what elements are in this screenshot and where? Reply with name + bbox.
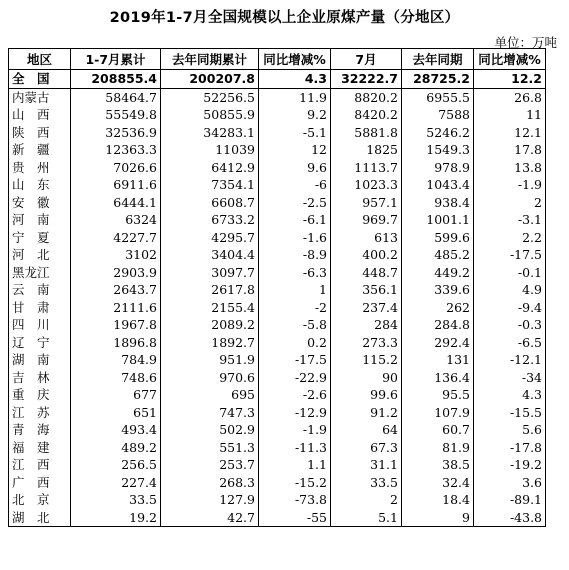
ytd-change-cell: -5.8 — [259, 316, 331, 334]
table-row — [9, 88, 546, 106]
table-row — [9, 404, 546, 422]
month-cell: 64 — [331, 421, 402, 439]
ytd-last-year-cell: 42.7 — [161, 509, 259, 527]
month-last-year-cell: 60.7 — [402, 421, 474, 439]
month-cell: 969.7 — [331, 211, 402, 229]
region-cell: 湖 北 — [9, 509, 71, 527]
region-cell: 河 南 — [9, 211, 71, 229]
header-region: 地区 — [9, 49, 71, 70]
region-cell: 宁 夏 — [9, 229, 71, 247]
header-ytd: 1-7月累计 — [71, 49, 161, 70]
ytd-cell: 208855.4 — [71, 70, 161, 89]
ytd-cell: 58464.7 — [71, 88, 161, 106]
month-change-cell: 5.6 — [474, 421, 546, 439]
ytd-last-year-cell: 4295.7 — [161, 229, 259, 247]
ytd-cell: 32536.9 — [71, 124, 161, 142]
month-last-year-cell: 599.6 — [402, 229, 474, 247]
ytd-change-cell: -5.1 — [259, 124, 331, 142]
header-month-last-year: 去年同期 — [402, 49, 474, 70]
ytd-cell: 6911.6 — [71, 176, 161, 194]
month-change-cell: 2 — [474, 194, 546, 212]
month-cell: 1023.3 — [331, 176, 402, 194]
month-cell: 400.2 — [331, 246, 402, 264]
month-change-cell: 12.1 — [474, 124, 546, 142]
unit-label: 单位：万吨 — [494, 35, 557, 50]
month-cell: 31.1 — [331, 456, 402, 474]
ytd-last-year-cell: 695 — [161, 386, 259, 404]
ytd-cell: 2111.6 — [71, 299, 161, 317]
month-last-year-cell: 7588 — [402, 106, 474, 124]
ytd-change-cell: -55 — [259, 509, 331, 527]
month-change-cell: -1.9 — [474, 176, 546, 194]
page-title: 2019年1-7月全国规模以上企业原煤产量（分地区） — [109, 10, 460, 26]
ytd-last-year-cell: 1892.7 — [161, 334, 259, 352]
month-last-year-cell: 1549.3 — [402, 141, 474, 159]
month-cell: 448.7 — [331, 264, 402, 282]
ytd-last-year-cell: 747.3 — [161, 404, 259, 422]
header-month: 7月 — [331, 49, 402, 70]
month-change-cell: -9.4 — [474, 299, 546, 317]
region-cell: 黑龙江 — [9, 264, 71, 282]
month-change-cell: 2.2 — [474, 229, 546, 247]
ytd-change-cell: -6.3 — [259, 264, 331, 282]
month-last-year-cell: 18.4 — [402, 491, 474, 509]
month-change-cell: 26.8 — [474, 88, 546, 106]
ytd-cell: 784.9 — [71, 351, 161, 369]
month-cell: 237.4 — [331, 299, 402, 317]
ytd-last-year-cell: 551.3 — [161, 439, 259, 457]
ytd-change-cell: -2 — [259, 299, 331, 317]
ytd-cell: 19.2 — [71, 509, 161, 527]
ytd-change-cell: 1.1 — [259, 456, 331, 474]
region-cell: 北 京 — [9, 491, 71, 509]
ytd-cell: 33.5 — [71, 491, 161, 509]
month-change-cell: -0.1 — [474, 264, 546, 282]
month-change-cell: -0.3 — [474, 316, 546, 334]
ytd-change-cell: 9.6 — [259, 159, 331, 177]
ytd-change-cell: -2.6 — [259, 386, 331, 404]
ytd-last-year-cell: 127.9 — [161, 491, 259, 509]
ytd-cell: 4227.7 — [71, 229, 161, 247]
ytd-change-cell: 4.3 — [259, 70, 331, 89]
ytd-cell: 12363.3 — [71, 141, 161, 159]
month-change-cell: -3.1 — [474, 211, 546, 229]
ytd-last-year-cell: 3097.7 — [161, 264, 259, 282]
month-last-year-cell: 978.9 — [402, 159, 474, 177]
month-change-cell: 11 — [474, 106, 546, 124]
month-last-year-cell: 131 — [402, 351, 474, 369]
ytd-change-cell: 1 — [259, 281, 331, 299]
table-row — [9, 474, 546, 492]
table-row — [9, 176, 546, 194]
region-cell: 贵 州 — [9, 159, 71, 177]
region-cell: 陕 西 — [9, 124, 71, 142]
month-last-year-cell: 485.2 — [402, 246, 474, 264]
month-change-cell: 4.3 — [474, 386, 546, 404]
ytd-cell: 256.5 — [71, 456, 161, 474]
month-cell: 1825 — [331, 141, 402, 159]
ytd-change-cell: 12 — [259, 141, 331, 159]
month-last-year-cell: 81.9 — [402, 439, 474, 457]
ytd-last-year-cell: 34283.1 — [161, 124, 259, 142]
ytd-change-cell: -6.1 — [259, 211, 331, 229]
month-cell: 613 — [331, 229, 402, 247]
month-cell: 91.2 — [331, 404, 402, 422]
region-cell: 辽 宁 — [9, 334, 71, 352]
table-row — [9, 351, 546, 369]
ytd-last-year-cell: 951.9 — [161, 351, 259, 369]
month-change-cell: 12.2 — [474, 70, 546, 89]
month-change-cell: -15.5 — [474, 404, 546, 422]
ytd-last-year-cell: 7354.1 — [161, 176, 259, 194]
table-row — [9, 439, 546, 457]
month-change-cell: -43.8 — [474, 509, 546, 527]
ytd-change-cell: -1.6 — [259, 229, 331, 247]
ytd-change-cell: -6 — [259, 176, 331, 194]
month-cell: 5.1 — [331, 509, 402, 527]
region-cell: 安 徽 — [9, 194, 71, 212]
ytd-cell: 55549.8 — [71, 106, 161, 124]
month-cell: 90 — [331, 369, 402, 387]
ytd-change-cell: -11.3 — [259, 439, 331, 457]
ytd-cell: 6324 — [71, 211, 161, 229]
region-cell: 重 庆 — [9, 386, 71, 404]
month-change-cell: -89.1 — [474, 491, 546, 509]
month-cell: 284 — [331, 316, 402, 334]
ytd-cell: 2903.9 — [71, 264, 161, 282]
total-row — [9, 70, 546, 89]
ytd-cell: 651 — [71, 404, 161, 422]
month-last-year-cell: 339.6 — [402, 281, 474, 299]
month-cell: 67.3 — [331, 439, 402, 457]
ytd-last-year-cell: 502.9 — [161, 421, 259, 439]
ytd-cell: 677 — [71, 386, 161, 404]
table-row — [9, 229, 546, 247]
month-last-year-cell: 6955.5 — [402, 88, 474, 106]
month-change-cell: 13.8 — [474, 159, 546, 177]
ytd-last-year-cell: 3404.4 — [161, 246, 259, 264]
month-last-year-cell: 38.5 — [402, 456, 474, 474]
table-row — [9, 281, 546, 299]
ytd-change-cell: -17.5 — [259, 351, 331, 369]
month-change-cell: -6.5 — [474, 334, 546, 352]
ytd-cell: 2643.7 — [71, 281, 161, 299]
region-cell: 湖 南 — [9, 351, 71, 369]
month-last-year-cell: 449.2 — [402, 264, 474, 282]
header-row — [9, 49, 546, 70]
table-row — [9, 106, 546, 124]
region-cell: 新 疆 — [9, 141, 71, 159]
month-last-year-cell: 32.4 — [402, 474, 474, 492]
region-cell: 江 苏 — [9, 404, 71, 422]
month-cell: 1113.7 — [331, 159, 402, 177]
region-cell: 江 西 — [9, 456, 71, 474]
header-ytd-change: 同比增减% — [259, 49, 331, 70]
region-cell: 青 海 — [9, 421, 71, 439]
ytd-change-cell: 9.2 — [259, 106, 331, 124]
region-cell: 全 国 — [9, 70, 71, 89]
month-change-cell: 17.8 — [474, 141, 546, 159]
table-row — [9, 211, 546, 229]
region-cell: 河 北 — [9, 246, 71, 264]
ytd-last-year-cell: 11039 — [161, 141, 259, 159]
ytd-cell: 489.2 — [71, 439, 161, 457]
table-row — [9, 159, 546, 177]
region-cell: 山 东 — [9, 176, 71, 194]
month-last-year-cell: 107.9 — [402, 404, 474, 422]
month-cell: 8420.2 — [331, 106, 402, 124]
coal-production-table — [8, 48, 546, 527]
ytd-cell: 1967.8 — [71, 316, 161, 334]
month-change-cell: 4.9 — [474, 281, 546, 299]
ytd-cell: 7026.6 — [71, 159, 161, 177]
ytd-last-year-cell: 268.3 — [161, 474, 259, 492]
ytd-cell: 748.6 — [71, 369, 161, 387]
ytd-change-cell: 11.9 — [259, 88, 331, 106]
ytd-cell: 493.4 — [71, 421, 161, 439]
ytd-last-year-cell: 970.6 — [161, 369, 259, 387]
ytd-change-cell: -73.8 — [259, 491, 331, 509]
ytd-last-year-cell: 253.7 — [161, 456, 259, 474]
table-row — [9, 369, 546, 387]
month-cell: 115.2 — [331, 351, 402, 369]
month-cell: 957.1 — [331, 194, 402, 212]
ytd-cell: 1896.8 — [71, 334, 161, 352]
table-row — [9, 246, 546, 264]
ytd-last-year-cell: 2089.2 — [161, 316, 259, 334]
ytd-change-cell: -1.9 — [259, 421, 331, 439]
month-change-cell: -17.5 — [474, 246, 546, 264]
ytd-last-year-cell: 2155.4 — [161, 299, 259, 317]
region-cell: 甘 肃 — [9, 299, 71, 317]
month-last-year-cell: 292.4 — [402, 334, 474, 352]
month-cell: 356.1 — [331, 281, 402, 299]
month-change-cell: -34 — [474, 369, 546, 387]
table-row — [9, 421, 546, 439]
table-row — [9, 334, 546, 352]
ytd-cell: 3102 — [71, 246, 161, 264]
ytd-last-year-cell: 52256.5 — [161, 88, 259, 106]
table-body — [9, 70, 546, 527]
ytd-change-cell: 0.2 — [259, 334, 331, 352]
table-row — [9, 264, 546, 282]
table-row — [9, 491, 546, 509]
ytd-last-year-cell: 2617.8 — [161, 281, 259, 299]
table-row — [9, 141, 546, 159]
ytd-cell: 6444.1 — [71, 194, 161, 212]
month-last-year-cell: 95.5 — [402, 386, 474, 404]
region-cell: 广 西 — [9, 474, 71, 492]
table-row — [9, 386, 546, 404]
month-last-year-cell: 284.8 — [402, 316, 474, 334]
month-cell: 2 — [331, 491, 402, 509]
month-cell: 32222.7 — [331, 70, 402, 89]
month-change-cell: -19.2 — [474, 456, 546, 474]
region-cell: 内蒙古 — [9, 88, 71, 106]
region-cell: 福 建 — [9, 439, 71, 457]
region-cell: 四 川 — [9, 316, 71, 334]
month-last-year-cell: 938.4 — [402, 194, 474, 212]
ytd-cell: 227.4 — [71, 474, 161, 492]
month-cell: 99.6 — [331, 386, 402, 404]
header-month-change: 同比增减% — [474, 49, 546, 70]
month-cell: 8820.2 — [331, 88, 402, 106]
header-ytd-last-year: 去年同期累计 — [161, 49, 259, 70]
ytd-last-year-cell: 6608.7 — [161, 194, 259, 212]
month-change-cell: -12.1 — [474, 351, 546, 369]
region-cell: 吉 林 — [9, 369, 71, 387]
month-change-cell: -17.8 — [474, 439, 546, 457]
table-row — [9, 316, 546, 334]
ytd-last-year-cell: 50855.9 — [161, 106, 259, 124]
table-row — [9, 509, 546, 527]
month-last-year-cell: 1043.4 — [402, 176, 474, 194]
ytd-last-year-cell: 6412.9 — [161, 159, 259, 177]
month-cell: 273.3 — [331, 334, 402, 352]
ytd-change-cell: -8.9 — [259, 246, 331, 264]
table-row — [9, 299, 546, 317]
table-row — [9, 194, 546, 212]
month-last-year-cell: 5246.2 — [402, 124, 474, 142]
ytd-last-year-cell: 6733.2 — [161, 211, 259, 229]
ytd-change-cell: -2.5 — [259, 194, 331, 212]
region-cell: 云 南 — [9, 281, 71, 299]
ytd-last-year-cell: 200207.8 — [161, 70, 259, 89]
month-last-year-cell: 9 — [402, 509, 474, 527]
ytd-change-cell: -12.9 — [259, 404, 331, 422]
month-cell: 5881.8 — [331, 124, 402, 142]
table-row — [9, 456, 546, 474]
month-change-cell: 3.6 — [474, 474, 546, 492]
month-last-year-cell: 28725.2 — [402, 70, 474, 89]
month-last-year-cell: 136.4 — [402, 369, 474, 387]
month-cell: 33.5 — [331, 474, 402, 492]
month-last-year-cell: 262 — [402, 299, 474, 317]
region-cell: 山 西 — [9, 106, 71, 124]
table-row — [9, 124, 546, 142]
ytd-change-cell: -15.2 — [259, 474, 331, 492]
ytd-change-cell: -22.9 — [259, 369, 331, 387]
month-last-year-cell: 1001.1 — [402, 211, 474, 229]
